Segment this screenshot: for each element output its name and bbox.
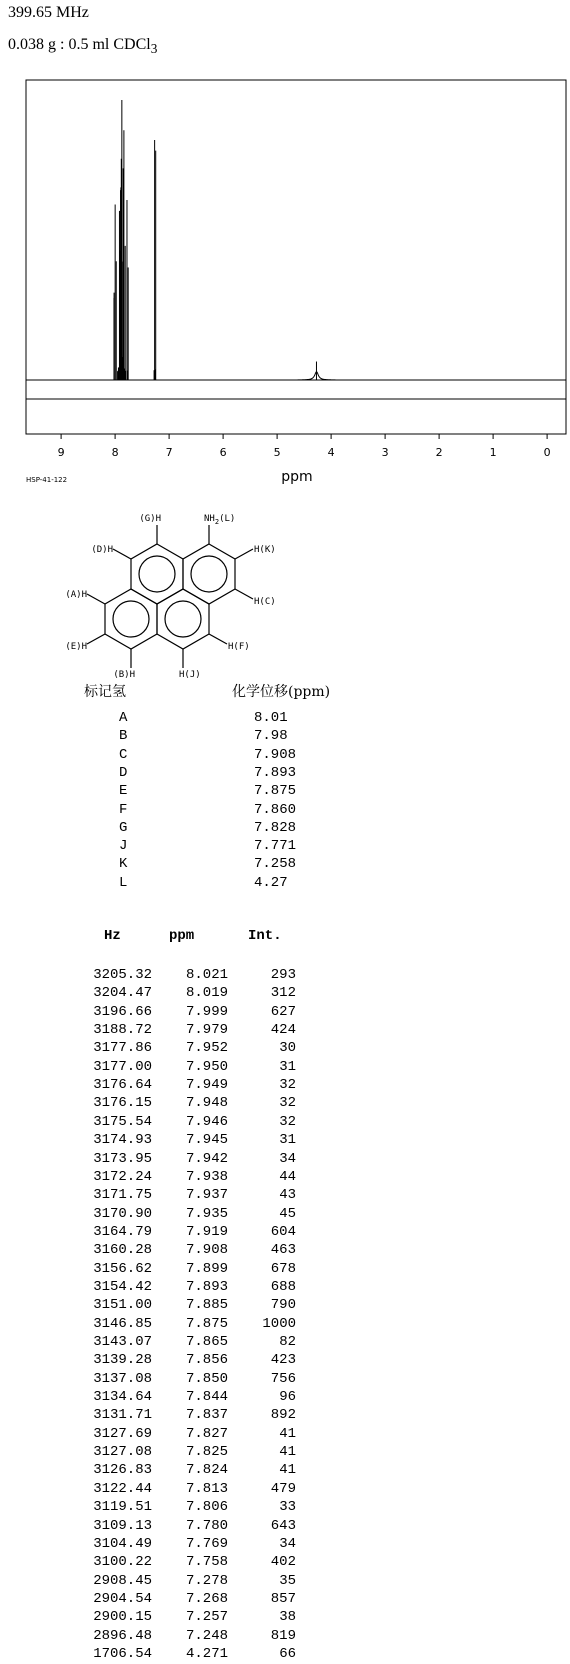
- atom-label-b: (B)H: [113, 670, 135, 680]
- peak-row: [0, 1224, 320, 1242]
- peak-row: [0, 1114, 320, 1132]
- peak-ppm: 4.271: [185, 1645, 228, 1662]
- peak-ppm: 7.919: [185, 1223, 228, 1240]
- peak-hz: 2896.48: [93, 1627, 152, 1644]
- assignment-label: A: [119, 710, 128, 726]
- peak-hz: 3175.54: [93, 1113, 152, 1130]
- peak-ppm: 7.278: [185, 1572, 228, 1589]
- assignment-row: [0, 838, 400, 856]
- peak-int: 30: [279, 1040, 296, 1057]
- peak-hz: 3122.44: [93, 1480, 152, 1497]
- peak-int: 627: [270, 1003, 296, 1020]
- atom-label-nh2: [204, 514, 235, 526]
- sample-description: [8, 36, 157, 57]
- peak-ppm: 7.827: [185, 1425, 228, 1442]
- peak-hz: 3104.49: [93, 1535, 152, 1552]
- x-tick-label: 3: [381, 446, 389, 459]
- peak-ppm: 7.248: [185, 1627, 228, 1644]
- peak-row: [0, 1132, 320, 1150]
- peak-ppm: 7.948: [185, 1095, 228, 1112]
- peak-int: 643: [270, 1517, 296, 1534]
- nh2-subscript: 2: [214, 518, 220, 526]
- aromatic-circle: [113, 601, 149, 637]
- peak-hz: 3100.22: [93, 1554, 152, 1571]
- bond-c: [235, 589, 253, 599]
- peak-hz: 3156.62: [93, 1260, 152, 1277]
- peak-ppm: 7.758: [185, 1554, 228, 1571]
- atom-label-a: (A)H: [65, 590, 87, 600]
- atom-label-g: (G)H: [139, 514, 161, 524]
- peak-ppm: 7.979: [185, 1022, 228, 1039]
- x-tick-label: 8: [111, 446, 119, 459]
- peak-ppm: 8.021: [185, 967, 228, 983]
- peak-hz: 3119.51: [93, 1499, 152, 1516]
- peak-int: 31: [279, 1132, 296, 1149]
- peak-hz: 3160.28: [93, 1242, 152, 1259]
- x-tick-label: 7: [165, 446, 173, 459]
- peak-hz: 3204.47: [93, 985, 152, 1002]
- assignment-label: J: [119, 838, 128, 855]
- peak-int: 819: [270, 1627, 296, 1644]
- peak-int: 33: [279, 1499, 296, 1516]
- peak-row: [0, 1242, 320, 1260]
- peak-ppm: 7.950: [185, 1058, 228, 1075]
- peak-row: [0, 1261, 320, 1279]
- assignment-shift: 7.908: [254, 746, 297, 763]
- peak-int: 790: [270, 1297, 296, 1314]
- peak-ppm: 7.824: [185, 1462, 228, 1479]
- assignment-shift: 4.27: [254, 874, 288, 891]
- peak-ppm: 7.937: [185, 1187, 228, 1204]
- peak-int: 32: [279, 1095, 296, 1112]
- assignment-row: [0, 802, 400, 820]
- peak-ppm: 7.850: [185, 1370, 228, 1387]
- peak-hz: 2908.45: [93, 1572, 152, 1589]
- peak-ppm: 7.837: [185, 1407, 228, 1424]
- peak-ppm: 7.856: [185, 1352, 228, 1369]
- peak-int: 41: [279, 1425, 296, 1442]
- peak-int: 66: [279, 1645, 296, 1662]
- peak-int: 402: [270, 1554, 296, 1571]
- peak-hz: 3134.64: [93, 1389, 152, 1406]
- assignment-row: [0, 765, 400, 783]
- assignment-row: [0, 856, 400, 874]
- peak-hz: 3171.75: [93, 1187, 152, 1204]
- peak-row: [0, 1316, 320, 1334]
- peak-row: [0, 1554, 320, 1572]
- peak-row: [0, 1481, 320, 1499]
- peak-row: [0, 1151, 320, 1169]
- peak-ppm: 7.899: [185, 1260, 228, 1277]
- peak-hz: 2904.54: [93, 1590, 152, 1607]
- aromatic-circle: [165, 601, 201, 637]
- peak-int: 96: [279, 1389, 296, 1406]
- assignment-shift: 7.875: [254, 783, 297, 800]
- peak-int: 44: [279, 1168, 296, 1185]
- peak-row: [0, 1389, 320, 1407]
- peak-hz: 3126.83: [93, 1462, 152, 1479]
- peak-int: 41: [279, 1444, 296, 1461]
- bond-a: [87, 594, 105, 604]
- peak-row: [0, 1407, 320, 1425]
- peak-hz: 3173.95: [93, 1150, 152, 1167]
- peak-row: [0, 1059, 320, 1077]
- peak-hz: 3109.13: [93, 1517, 152, 1534]
- peak-hz: 3177.86: [93, 1040, 152, 1057]
- peak-ppm: 7.865: [185, 1334, 228, 1350]
- peak-hz: 3154.42: [93, 1278, 152, 1295]
- peak-hz: 3139.28: [93, 1352, 152, 1369]
- peak-int: 424: [270, 1022, 296, 1039]
- peak-row: [0, 1426, 320, 1444]
- spectrum-trace-group: [26, 100, 566, 380]
- peak-hz: 3164.79: [93, 1223, 152, 1240]
- plot-frame: [26, 80, 566, 434]
- peak-ppm: 7.257: [185, 1609, 228, 1626]
- peak-header-int: Int.: [248, 928, 282, 944]
- peak-row: [0, 1022, 320, 1040]
- peak-header-hz: Hz: [104, 928, 121, 944]
- peak-int: 678: [270, 1260, 296, 1277]
- assignment-label: K: [119, 856, 128, 873]
- peak-row: [0, 1444, 320, 1462]
- peak-ppm: 7.825: [185, 1444, 228, 1461]
- peak-hz: 3174.93: [93, 1132, 152, 1149]
- peak-hz: 3176.15: [93, 1095, 152, 1112]
- atom-label-d: (D)H: [91, 545, 113, 555]
- peak-ppm: 7.938: [185, 1168, 228, 1185]
- peak-hz: 1706.54: [93, 1645, 152, 1662]
- peak-hz: 3137.08: [93, 1370, 152, 1387]
- x-tick-label: 4: [327, 446, 335, 459]
- x-axis: [58, 434, 551, 459]
- bond-k: [235, 549, 253, 559]
- peak-hz: 2900.15: [93, 1609, 152, 1626]
- peak-row: [0, 1095, 320, 1113]
- peak-row: [0, 1187, 320, 1205]
- peak-row: [0, 1646, 320, 1664]
- assignment-shift: 7.258: [254, 856, 297, 873]
- x-tick-label: 9: [57, 446, 65, 459]
- nh2-tag: (L): [219, 514, 236, 524]
- assignment-label: F: [119, 801, 128, 818]
- peak-row: [0, 1169, 320, 1187]
- assignment-shift: 7.98: [254, 728, 288, 745]
- assignment-shift: 7.828: [254, 819, 297, 836]
- peak-int: 688: [270, 1278, 296, 1295]
- peak-hz: 3127.69: [93, 1425, 152, 1442]
- assignment-shift: 7.860: [254, 801, 297, 818]
- peak-row: [0, 1077, 320, 1095]
- assignment-row: [0, 728, 400, 746]
- peak-int: 35: [279, 1572, 296, 1589]
- peak-ppm: 7.942: [185, 1150, 228, 1167]
- x-tick-label: 5: [273, 446, 281, 459]
- atom-label-e: (E)H: [65, 642, 87, 652]
- peak-hz: 3196.66: [93, 1003, 152, 1020]
- peak-int: 463: [270, 1242, 296, 1259]
- assignment-header-shift: 化学位移(ppm): [232, 684, 331, 700]
- peak-row: [0, 1499, 320, 1517]
- bond-d: [113, 549, 131, 559]
- peak-int: 1000: [262, 1315, 296, 1332]
- peak-row: [0, 1536, 320, 1554]
- assignment-label: B: [119, 728, 128, 745]
- peak-int: 82: [279, 1334, 296, 1350]
- peak-hz: 3143.07: [93, 1334, 152, 1350]
- bond-f: [209, 634, 227, 644]
- aromatic-circle: [191, 556, 227, 592]
- peak-int: 32: [279, 1113, 296, 1130]
- molecule-structure: [36, 470, 336, 680]
- peak-hz: 3188.72: [93, 1022, 152, 1039]
- peak-int: 38: [279, 1609, 296, 1626]
- peak-ppm: 8.019: [185, 985, 228, 1002]
- peak-ppm: 7.945: [185, 1132, 228, 1149]
- peak-int: 892: [270, 1407, 296, 1424]
- assignment-row: [0, 820, 400, 838]
- assignment-label: D: [119, 764, 128, 781]
- peak-ppm: 7.780: [185, 1517, 228, 1534]
- atom-label-f: H(F): [228, 642, 250, 652]
- peak-int: 604: [270, 1223, 296, 1240]
- peak-ppm: 7.893: [185, 1278, 228, 1295]
- peak-ppm: 7.999: [185, 1003, 228, 1020]
- peak-hz: 3170.90: [93, 1205, 152, 1222]
- peak-row: [0, 1334, 320, 1352]
- peak-int: 479: [270, 1480, 296, 1497]
- assignment-shift: 7.771: [254, 838, 297, 855]
- peak-hz: 3176.64: [93, 1077, 152, 1094]
- peak-int: 293: [270, 967, 296, 983]
- assignment-header-label: 标记氢: [84, 684, 126, 700]
- x-tick-label: 1: [489, 446, 497, 459]
- peak-row: [0, 1591, 320, 1609]
- peak-ppm: 7.844: [185, 1389, 228, 1406]
- bond-e: [87, 634, 105, 644]
- assignment-label: G: [119, 819, 128, 836]
- peak-ppm: 7.935: [185, 1205, 228, 1222]
- peak-ppm: 7.813: [185, 1480, 228, 1497]
- atom-label-k: H(K): [254, 545, 276, 555]
- peak-row: [0, 1371, 320, 1389]
- peak-hz: 3151.00: [93, 1297, 152, 1314]
- peak-row: [0, 1279, 320, 1297]
- assignment-row: [0, 783, 400, 801]
- peak-int: 312: [270, 985, 296, 1002]
- aromatic-circle: [139, 556, 175, 592]
- assignment-row: [0, 710, 400, 728]
- peak-row: [0, 1518, 320, 1536]
- peak-ppm: 7.952: [185, 1040, 228, 1057]
- peak-row: [0, 1297, 320, 1315]
- assignment-row: [0, 747, 400, 765]
- peak-int: 43: [279, 1187, 296, 1204]
- peak-row: [0, 1040, 320, 1058]
- peak-hz: 3127.08: [93, 1444, 152, 1461]
- spectrum-code: HSP-41-122: [26, 476, 68, 484]
- x-tick-label: 0: [543, 446, 551, 459]
- peak-ppm: 7.769: [185, 1535, 228, 1552]
- assignment-label: L: [119, 874, 128, 891]
- assignment-shift: 8.01: [254, 710, 288, 726]
- assignment-label: E: [119, 783, 128, 800]
- peak-ppm: 7.885: [185, 1297, 228, 1314]
- peak-int: 34: [279, 1150, 296, 1167]
- peak-hz: 3177.00: [93, 1058, 152, 1075]
- peak-row: [0, 1609, 320, 1627]
- assignment-row: [0, 875, 400, 893]
- peak-header-ppm: ppm: [169, 928, 195, 944]
- peak-int: 34: [279, 1535, 296, 1552]
- sample-text: 0.038 g : 0.5 ml CDCl: [8, 36, 151, 53]
- peak-int: 857: [270, 1590, 296, 1607]
- peak-hz: 3146.85: [93, 1315, 152, 1332]
- atom-label-j: H(J): [179, 670, 201, 680]
- peak-row: [0, 1004, 320, 1022]
- peak-row: [0, 1206, 320, 1224]
- peak-ppm: 7.875: [185, 1315, 228, 1332]
- peak-row: [0, 1352, 320, 1370]
- peak-row: [0, 1573, 320, 1591]
- nh2-text: NH: [204, 514, 215, 524]
- peak-hz: 3131.71: [93, 1407, 152, 1424]
- peak-row: [0, 967, 320, 985]
- sample-subscript: 3: [150, 41, 158, 57]
- assignment-shift: 7.893: [254, 764, 297, 781]
- peak-ppm: 7.949: [185, 1077, 228, 1094]
- peak-row: [0, 1462, 320, 1480]
- peak-ppm: 7.806: [185, 1499, 228, 1516]
- peak-int: 756: [270, 1370, 296, 1387]
- x-axis-label: ppm: [281, 469, 313, 485]
- assignment-label: C: [119, 746, 128, 763]
- peak-hz: 3205.32: [93, 967, 152, 983]
- peak-ppm: 7.268: [185, 1590, 228, 1607]
- peak-hz: 3172.24: [93, 1168, 152, 1185]
- peak-ppm: 7.908: [185, 1242, 228, 1259]
- spectrometer-frequency: 399.65 MHz: [8, 4, 89, 21]
- x-tick-label: 6: [219, 446, 227, 459]
- peak-int: 423: [270, 1352, 296, 1369]
- atom-label-c: H(C): [254, 597, 276, 607]
- peak-ppm: 7.946: [185, 1113, 228, 1130]
- peak-int: 41: [279, 1462, 296, 1479]
- peak-row: [0, 1628, 320, 1646]
- nmr-spectrum-chart: [0, 60, 570, 485]
- x-tick-label: 2: [435, 446, 443, 459]
- peak-row: [0, 985, 320, 1003]
- peak-int: 45: [279, 1205, 296, 1222]
- peak-int: 32: [279, 1077, 296, 1094]
- peak-int: 31: [279, 1058, 296, 1075]
